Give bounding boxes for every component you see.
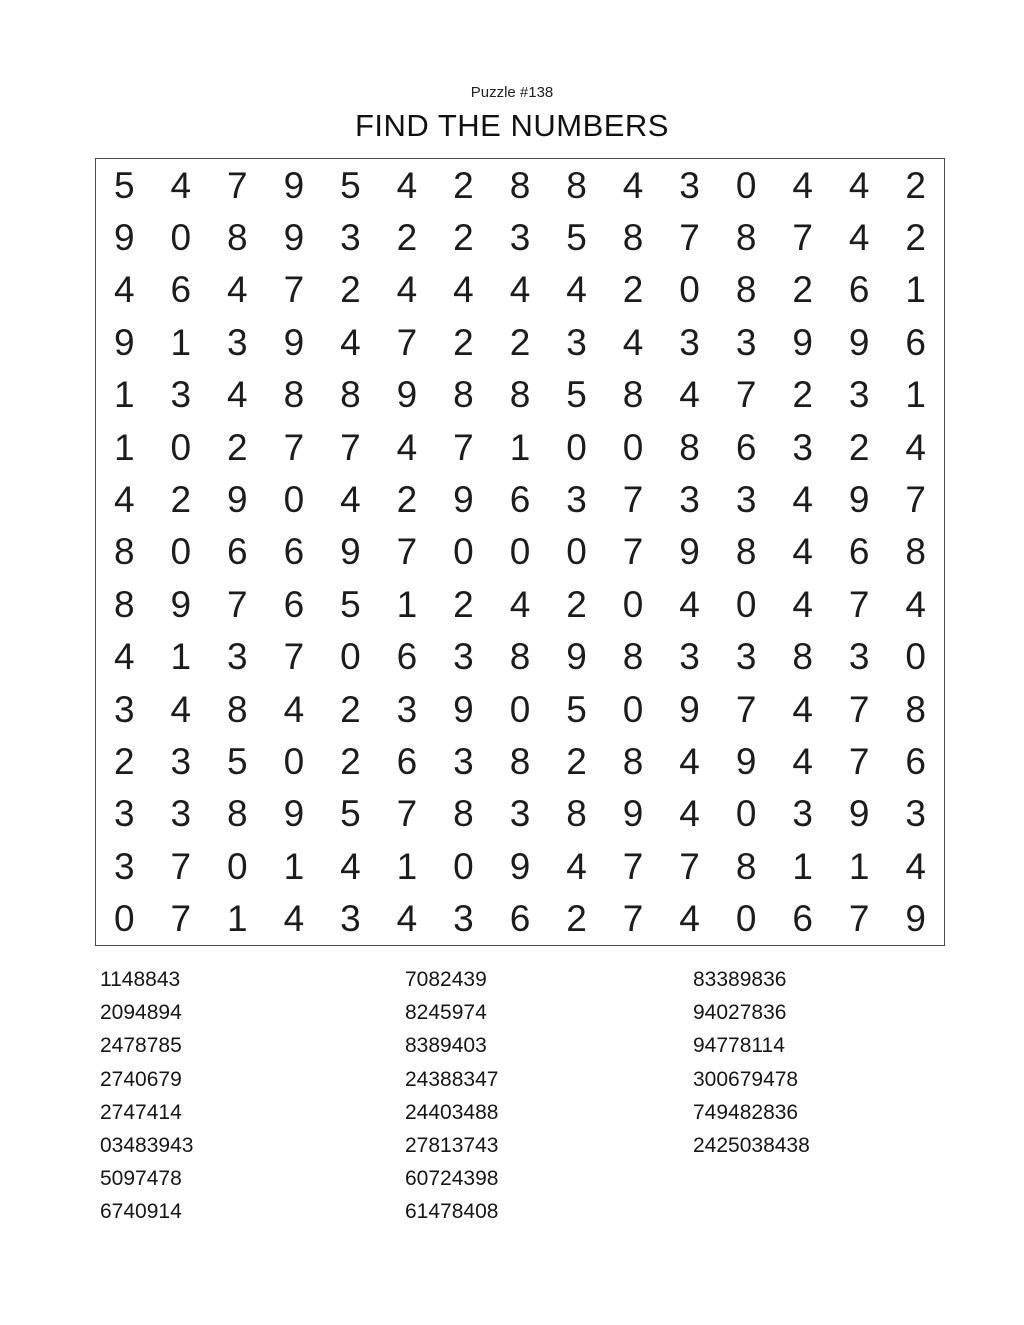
grid-cell: 4 [227, 269, 248, 311]
grid-cell: 8 [735, 269, 757, 311]
word-list-column [405, 963, 498, 1229]
grid-cell: 7 [283, 426, 305, 468]
grid-cell: 9 [735, 741, 757, 783]
grid-cell: 9 [283, 217, 305, 259]
grid-cell: 2 [566, 741, 587, 783]
grid-cell: 4 [227, 374, 248, 416]
grid-cell: 6 [283, 583, 305, 625]
grid-cell: 0 [227, 845, 248, 887]
grid-cell: 3 [170, 374, 192, 416]
grid-cell: 4 [905, 583, 926, 625]
grid-cell: 6 [735, 426, 757, 468]
grid-cell: 2 [566, 583, 587, 625]
grid-cell: 7 [283, 636, 305, 678]
grid-cell: 0 [509, 531, 531, 573]
grid-cell: 9 [453, 688, 474, 730]
grid-cell: 2 [509, 321, 531, 363]
grid-cell: 4 [453, 269, 474, 311]
grid-cell: 2 [113, 741, 135, 783]
grid-cell: 8 [905, 688, 926, 730]
grid-cell: 4 [792, 741, 813, 783]
grid-cell: 3 [848, 636, 870, 678]
grid-cell: 0 [679, 269, 700, 311]
grid-cell: 0 [170, 426, 192, 468]
word-item: 2747414 [100, 1100, 182, 1124]
grid-cell: 0 [509, 688, 531, 730]
grid-cell: 3 [340, 898, 361, 940]
grid-cell: 3 [113, 688, 135, 730]
grid-cell: 4 [679, 793, 700, 835]
word-item: 749482836 [693, 1100, 799, 1124]
grid-cell: 1 [283, 845, 305, 887]
grid-cell: 4 [622, 164, 644, 206]
grid-cell: 4 [848, 164, 870, 206]
grid-cell: 2 [453, 164, 474, 206]
grid-cell: 4 [566, 269, 587, 311]
grid-cell: 4 [113, 636, 135, 678]
grid-cell: 3 [113, 845, 135, 887]
grid-cell: 9 [679, 531, 700, 573]
word-item: 2094894 [100, 1001, 182, 1025]
grid-cell: 7 [622, 845, 644, 887]
grid-cell: 2 [792, 374, 813, 416]
grid-cell: 6 [848, 269, 870, 311]
grid-cell: 1 [905, 374, 926, 416]
grid-cell: 4 [340, 321, 361, 363]
page-title: FIND THE NUMBERS [354, 108, 669, 143]
grid-cell: 8 [453, 374, 474, 416]
word-item: 60724398 [405, 1167, 499, 1191]
grid-cell: 0 [283, 741, 305, 783]
grid-cell: 3 [453, 741, 474, 783]
grid-cell: 9 [848, 479, 870, 521]
grid-cell: 3 [566, 321, 587, 363]
grid-cell: 2 [396, 479, 418, 521]
grid-cell: 7 [622, 479, 644, 521]
grid-cell: 8 [113, 583, 135, 625]
grid-cell: 7 [735, 374, 757, 416]
grid-cell: 4 [848, 217, 870, 259]
word-item: 2478785 [100, 1034, 182, 1058]
grid-cell: 9 [113, 321, 135, 363]
grid-cell: 2 [453, 583, 474, 625]
grid-cell: 9 [792, 321, 813, 363]
grid-cell: 1 [170, 321, 192, 363]
grid-cell: 5 [566, 688, 587, 730]
grid-cell: 4 [792, 164, 813, 206]
grid-cell: 0 [566, 426, 587, 468]
grid-cell: 6 [509, 898, 531, 940]
grid-cell: 2 [792, 269, 813, 311]
grid-cell: 2 [396, 217, 418, 259]
grid-cell: 8 [566, 164, 587, 206]
grid-cell: 3 [679, 321, 700, 363]
grid-cell: 8 [792, 636, 813, 678]
grid-cell: 3 [340, 217, 361, 259]
grid-cell: 0 [113, 898, 135, 940]
word-item: 2425038438 [693, 1133, 810, 1157]
grid-cell: 8 [340, 374, 361, 416]
grid-cell: 2 [340, 688, 361, 730]
grid-cell: 4 [170, 688, 192, 730]
grid-cell: 4 [905, 426, 926, 468]
grid-cell: 8 [453, 793, 474, 835]
grid-cell: 6 [170, 269, 192, 311]
grid-cell: 3 [905, 793, 926, 835]
grid-cell: 4 [340, 845, 361, 887]
grid-cell: 4 [792, 479, 813, 521]
grid-cell: 8 [509, 164, 531, 206]
word-item: 7082439 [405, 968, 487, 991]
grid-cell: 3 [735, 636, 757, 678]
grid-cell: 3 [509, 217, 531, 259]
grid-cell: 4 [113, 269, 135, 311]
grid-cell: 4 [792, 583, 813, 625]
grid-cell: 2 [170, 479, 192, 521]
grid-cell: 3 [679, 479, 700, 521]
grid-cell: 2 [566, 898, 587, 940]
grid-cell: 3 [113, 793, 135, 835]
grid-cell: 7 [340, 426, 361, 468]
grid-cell: 4 [622, 321, 644, 363]
grid-cell: 6 [396, 636, 418, 678]
grid-cell: 9 [905, 898, 926, 940]
word-item: 03483943 [100, 1133, 194, 1157]
grid-cell: 6 [848, 531, 870, 573]
grid-cell: 0 [735, 164, 757, 206]
word-list-column [100, 963, 193, 1229]
grid-cell: 3 [509, 793, 531, 835]
grid-cell: 3 [453, 898, 474, 940]
grid-cell: 2 [848, 426, 870, 468]
grid-cell: 1 [227, 898, 248, 940]
grid-cell: 9 [679, 688, 700, 730]
grid-cell: 3 [735, 321, 757, 363]
grid-cell: 4 [509, 583, 531, 625]
grid-cell: 3 [566, 479, 587, 521]
grid-cell: 0 [735, 793, 757, 835]
grid-cell: 1 [509, 426, 531, 468]
grid-cell: 6 [283, 531, 305, 573]
grid-cell: 4 [396, 426, 418, 468]
grid-cell: 5 [566, 374, 587, 416]
grid-cell: 3 [170, 793, 192, 835]
grid-cell: 8 [622, 217, 644, 259]
grid-cell: 9 [509, 845, 531, 887]
grid-cell: 8 [227, 688, 248, 730]
grid-cell: 4 [792, 688, 813, 730]
grid-cell: 9 [622, 793, 644, 835]
grid-cell: 2 [340, 269, 361, 311]
grid-cell: 9 [283, 793, 305, 835]
grid-cell: 0 [735, 898, 757, 940]
grid-cell: 7 [679, 845, 700, 887]
grid-cell: 3 [848, 374, 870, 416]
grid-cell: 4 [679, 583, 700, 625]
grid-cell: 0 [453, 845, 474, 887]
grid-cell: 7 [396, 793, 418, 835]
grid-cell: 8 [679, 426, 700, 468]
grid-cell: 4 [113, 479, 135, 521]
word-item: 94778114 [693, 1034, 785, 1058]
grid-cell: 6 [905, 321, 926, 363]
word-list [0, 963, 1024, 1243]
grid-cell: 3 [170, 741, 192, 783]
grid-cell: 8 [283, 374, 305, 416]
grid-cell: 9 [283, 164, 305, 206]
grid-cell: 8 [735, 217, 757, 259]
number-grid [95, 158, 945, 946]
grid-cell: 2 [905, 217, 926, 259]
word-item: 2740679 [100, 1067, 182, 1091]
grid-cell: 7 [453, 426, 474, 468]
grid-cell: 6 [792, 898, 813, 940]
grid-cell: 9 [396, 374, 418, 416]
grid-cell: 3 [227, 636, 248, 678]
grid-cell: 4 [566, 845, 587, 887]
word-item: 61478408 [405, 1200, 499, 1224]
grid-cell: 1 [396, 583, 418, 625]
grid-cell: 7 [396, 531, 418, 573]
grid-cell: 1 [792, 845, 813, 887]
word-item: 24403488 [405, 1100, 499, 1124]
word-item: 300679478 [693, 1067, 799, 1091]
word-list-column [693, 963, 810, 1162]
grid-cell: 4 [283, 898, 305, 940]
grid-cell: 4 [792, 531, 813, 573]
grid-cell: 8 [113, 531, 135, 573]
grid-cell: 1 [113, 426, 135, 468]
grid-cell: 8 [735, 531, 757, 573]
grid-cell: 8 [509, 636, 531, 678]
grid-cell: 0 [170, 531, 192, 573]
grid-cell: 4 [170, 164, 192, 206]
grid-cell: 0 [735, 583, 757, 625]
word-item: 5097478 [100, 1167, 182, 1191]
grid-cell: 1 [848, 845, 870, 887]
grid-cell: 0 [283, 479, 305, 521]
grid-cell: 9 [227, 479, 248, 521]
grid-cell: 8 [622, 636, 644, 678]
grid-cell: 9 [340, 531, 361, 573]
grid-cell: 7 [905, 479, 926, 521]
grid-cell: 7 [170, 845, 192, 887]
grid-cell: 0 [453, 531, 474, 573]
grid-cell: 6 [396, 741, 418, 783]
grid-cell: 4 [340, 479, 361, 521]
grid-cell: 3 [679, 636, 700, 678]
puzzle-number: Puzzle #138 [470, 84, 554, 101]
grid-cell: 8 [509, 374, 531, 416]
grid-cell: 0 [622, 583, 644, 625]
grid-cell: 8 [622, 374, 644, 416]
grid-cell: 7 [848, 688, 870, 730]
grid-cell: 5 [113, 164, 135, 206]
grid-cell: 1 [170, 636, 192, 678]
grid-cell: 7 [227, 164, 248, 206]
grid-cell: 5 [566, 217, 587, 259]
grid-cell: 7 [170, 898, 192, 940]
word-item: 6740914 [100, 1200, 182, 1224]
grid-cell: 3 [396, 688, 418, 730]
grid-cell: 6 [509, 479, 531, 521]
word-item: 24388347 [405, 1067, 499, 1091]
grid-cell: 3 [735, 479, 757, 521]
grid-cell: 6 [227, 531, 248, 573]
grid-cell: 3 [792, 426, 813, 468]
grid-cell: 8 [227, 793, 248, 835]
grid-cell: 9 [170, 583, 192, 625]
grid-cell: 7 [622, 898, 644, 940]
grid-cell: 9 [283, 321, 305, 363]
grid-cell: 7 [735, 688, 757, 730]
grid-cell: 4 [396, 164, 418, 206]
grid-cell: 3 [679, 164, 700, 206]
grid-cell: 7 [227, 583, 248, 625]
grid-cell: 0 [622, 688, 644, 730]
grid-cell: 0 [905, 636, 926, 678]
grid-cell: 8 [622, 741, 644, 783]
grid-cell: 9 [848, 321, 870, 363]
grid-cell: 0 [170, 217, 192, 259]
grid-cell: 0 [622, 426, 644, 468]
grid-cell: 8 [735, 845, 757, 887]
word-item: 94027836 [693, 1001, 787, 1025]
grid-cell: 2 [905, 164, 926, 206]
grid-cell: 4 [396, 898, 418, 940]
grid-cell: 4 [283, 688, 305, 730]
word-item: 1148843 [100, 968, 181, 991]
grid-cell: 9 [848, 793, 870, 835]
grid-cell: 8 [509, 741, 531, 783]
grid-cell: 9 [566, 636, 587, 678]
grid-cell: 7 [622, 531, 644, 573]
grid-cell: 7 [283, 269, 305, 311]
grid-cell: 7 [848, 583, 870, 625]
grid-cell: 5 [340, 583, 361, 625]
grid-cell: 2 [453, 321, 474, 363]
grid-cell: 5 [340, 793, 361, 835]
grid-cell: 5 [340, 164, 361, 206]
grid-cell: 4 [396, 269, 418, 311]
word-item: 27813743 [405, 1133, 499, 1157]
grid-cell: 4 [509, 269, 531, 311]
grid-cell: 8 [566, 793, 587, 835]
grid-cell: 4 [905, 845, 926, 887]
grid-cell: 8 [905, 531, 926, 573]
grid-cell: 4 [679, 898, 700, 940]
grid-cell: 7 [679, 217, 700, 259]
word-item: 8245974 [405, 1001, 487, 1025]
grid-cell: 7 [848, 741, 870, 783]
grid-cell: 3 [227, 321, 248, 363]
grid-cell: 2 [622, 269, 644, 311]
grid-cell: 9 [453, 479, 474, 521]
grid-cell: 7 [848, 898, 870, 940]
grid-cell: 3 [453, 636, 474, 678]
grid-cell: 0 [340, 636, 361, 678]
grid-cell: 4 [679, 374, 700, 416]
grid-cell: 4 [679, 741, 700, 783]
grid-cell: 1 [396, 845, 418, 887]
grid-cell: 1 [905, 269, 926, 311]
grid-cell: 9 [113, 217, 135, 259]
grid-cell: 2 [340, 741, 361, 783]
grid-cell: 2 [453, 217, 474, 259]
grid-cell: 7 [792, 217, 813, 259]
grid-cell: 3 [792, 793, 813, 835]
grid-cell: 5 [227, 741, 248, 783]
grid-cell: 7 [396, 321, 418, 363]
word-item: 83389836 [693, 968, 787, 991]
grid-cell: 2 [227, 426, 248, 468]
grid-cell: 6 [905, 741, 926, 783]
word-item: 8389403 [405, 1034, 487, 1058]
grid-cell: 8 [227, 217, 248, 259]
grid-cell: 1 [113, 374, 135, 416]
grid-cell: 0 [566, 531, 587, 573]
